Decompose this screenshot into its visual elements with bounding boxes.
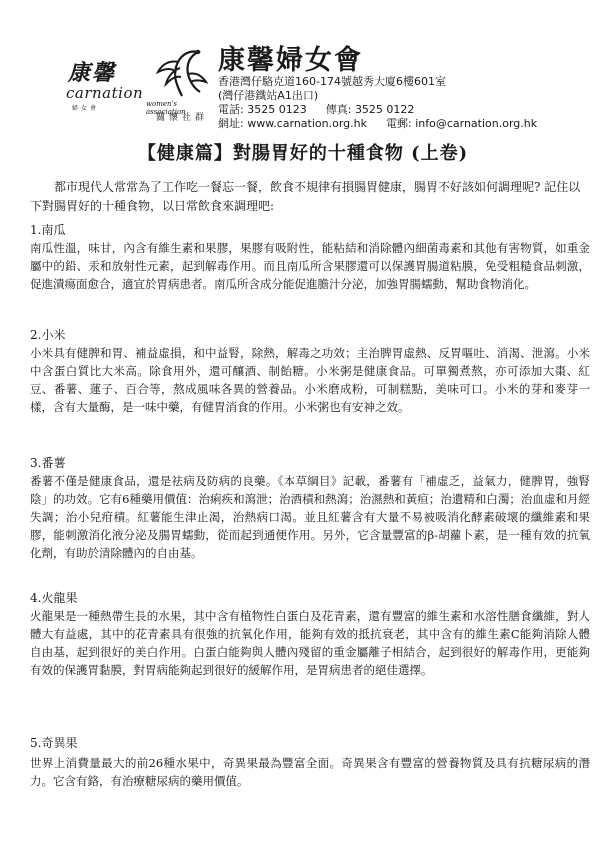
section-kiwi <box>30 735 590 790</box>
section-body: 火龍果是一種熱帶生長的水果，其中含有植物性白蛋白及花青素，還有豐富的維生素和水溶性膳食纖維，對人體大有益處，其中的花青素具有很強的抗氧化作用，能夠有效的抵抗衰老，其中含有的維生素C能夠消除人體自由基，起到很好的美白作用。白蛋白能夠與人體內殘留的重金屬離子相結合，起到很好的解毒作用，更能夠有效的保護胃黏膜，對胃病能夠起到很好的緩解作用，是胃病患者的絕佳選擇。 <box>30 609 590 677</box>
section-heading: 1.南瓜 <box>30 223 66 237</box>
section-heading: 3.番薯 <box>30 456 66 470</box>
fax-label: 傳真: <box>325 103 352 116</box>
organization-logo <box>64 40 214 123</box>
section-millet <box>30 327 590 416</box>
section-body: 南瓜性溫，味甘，內含有維生素和果膠，果膠有吸附性，能粘結和消除體內細菌毒素和其他有害物質，如重金屬中的鉛、汞和放射性元素，起到解毒作用。而且南瓜所含果膠還可以保護胃腸道粘膜，免受粗糙食品刺激，促進潰瘍面愈合，適宜於胃病患者。南瓜所含成分能促進膽汁分泌，加強胃腸蠕動，幫助食物消化。 <box>30 241 590 291</box>
section-dragon-fruit <box>30 590 590 679</box>
article-intro: 都市現代人常常為了工作吃一餐忘一餐，飲食不規律有損腸胃健康，腸胃不好該如何調理呢? 記住以下對腸胃好的十種食物，以日常飲食來調理吧: <box>30 180 581 213</box>
section-pumpkin <box>30 222 590 293</box>
logo-association-text: women's association <box>146 100 186 116</box>
website-link[interactable]: www.carnation.org.hk <box>247 117 367 130</box>
website-label: 網址: <box>218 117 244 130</box>
section-body: 番薯不僅是健康食品，還是祛病及防病的良藥。《本草綱目》記載，番薯有「補虛乏，益氣力，健脾胃，強腎陰」的功效。它有6種藥用價值：治痢疾和瀉泄；治酒積和熱瀉；治濕熱和黃疸；治遺精和白濁；治血虛和月經失調；治小兒疳積。紅薯能生津止渴，治熱病口渴。並且紅薯含有大量不易被吸消化酵素破壞的纖維素和果膠，能刺激消化液分泌及腸胃蠕動，從而起到通便作用。另外，它含量豐富的β-胡蘿卜素，是一種有效的抗氧化劑，有助於清除體內的自由基。 <box>30 474 590 560</box>
logo-chinese-name: 康馨 <box>68 60 117 86</box>
email-link[interactable]: info@carnation.org.hk <box>415 117 538 130</box>
address-line: 香港灣仔駱克道160-174號越秀大廈6樓601室 <box>218 75 446 88</box>
section-heading: 2.小米 <box>30 328 66 342</box>
section-sweet-potato <box>30 455 590 562</box>
email-label: 電郵: <box>385 117 412 130</box>
section-body: 小米具有健脾和胃、補益虛損，和中益腎，除熱，解毒之功效；主治脾胃虛熱、反胃嘔吐、消渴、泄瀉。小米中含蛋白質比大米高。除食用外，還可釀酒、制飴糖。小米粥是健康食品。可單獨煮熬，亦可添加大棗、紅豆、番薯、蓮子、百合等，熬成風味各異的營養品。小米磨成粉，可制糕點，美味可口。小米的芽和麥芽一樣，含有大量酶，是一味中藥，有健胃消食的作用。小米粥也有安神之效。 <box>30 346 590 414</box>
section-heading: 5.奇異果 <box>30 736 78 750</box>
fax-number: 3525 0122 <box>354 103 415 116</box>
address-note: (灣仔港鐵站A1出口) <box>218 89 319 102</box>
article-title: 【健康篇】對腸胃好的十種食物 (上卷) <box>137 143 469 164</box>
phoenix-icon <box>154 44 210 100</box>
logo-slogan: 關懷社群 <box>156 113 209 123</box>
section-heading: 4.火龍果 <box>30 591 78 605</box>
logo-subtitle: 婦女會 <box>72 105 100 112</box>
logo-english-name: carnation <box>66 84 144 102</box>
section-body: 世界上消費量最大的前26種水果中，奇異果最為豐富全面。奇異果含有豐富的營養物質及具有抗糖尿病的潛力。它含有鉻，有治療糖尿病的藥用價值。 <box>30 756 590 788</box>
phone-number: 3525 0123 <box>247 103 307 116</box>
organization-name: 康馨婦女會 <box>218 45 363 76</box>
web-email-line <box>218 115 537 131</box>
phone-label: 電話: <box>218 103 244 116</box>
